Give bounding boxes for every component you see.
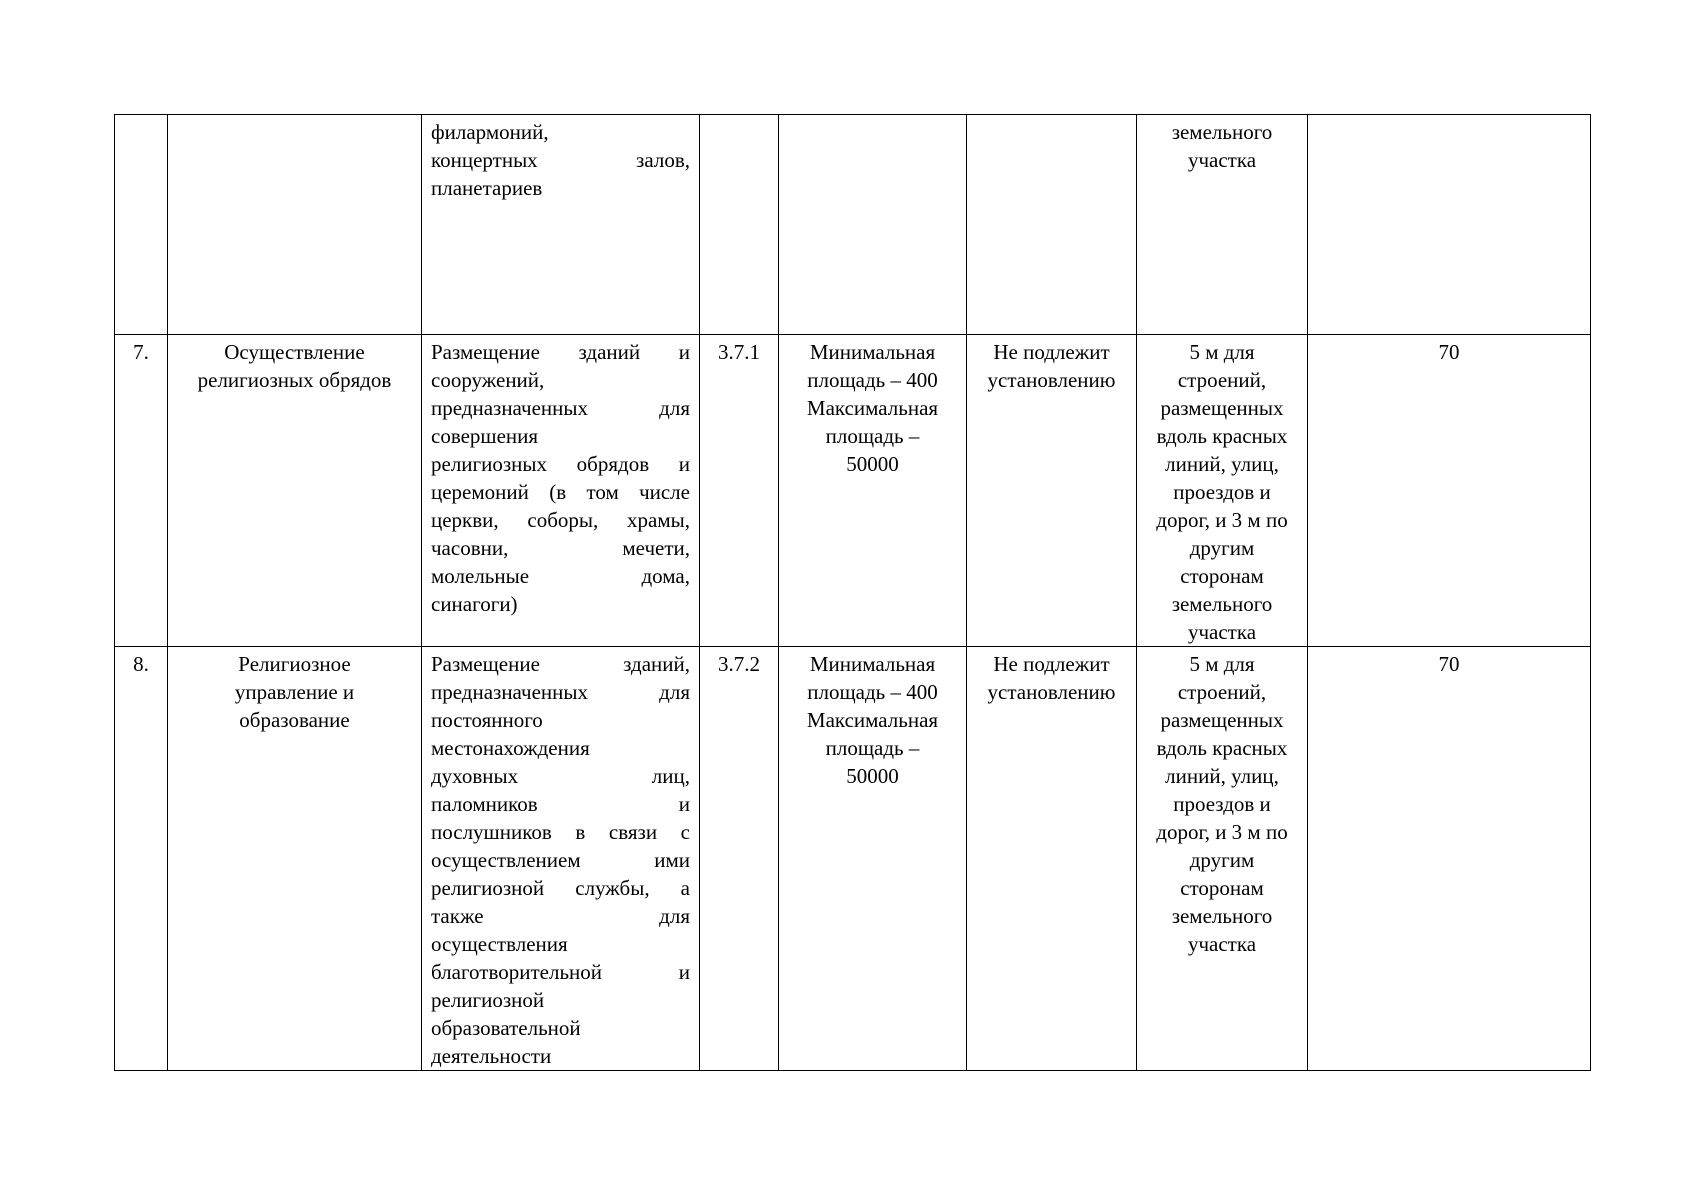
- use-description-line: религиозной: [431, 988, 545, 1012]
- setback-line: дорог, и 3 м по: [1156, 820, 1288, 844]
- setback-line: линий, улиц,: [1165, 452, 1279, 476]
- setback-line: другим: [1189, 848, 1255, 872]
- use-description-line: духовных лиц,: [431, 764, 690, 788]
- use-description-line: религиозной службы, а: [431, 876, 690, 900]
- plot-size-line: Минимальная: [809, 340, 936, 364]
- use-description-cell: [422, 115, 700, 335]
- use-description-line: молельные дома,: [431, 564, 690, 588]
- use-description-line: церкви, соборы, храмы,: [431, 508, 690, 532]
- setback-line: размещенных: [1160, 708, 1284, 732]
- plot-size-cell: [779, 647, 967, 1071]
- use-description-line: благотворительной и: [431, 960, 690, 984]
- row-number: 7.: [133, 340, 149, 364]
- use-description-line: также для: [431, 904, 690, 928]
- floors-cell: [967, 335, 1137, 647]
- setback-line: сторонам: [1180, 564, 1264, 588]
- use-description-line: часовни, мечети,: [431, 536, 690, 560]
- plot-size-line: площадь –: [825, 424, 920, 448]
- setback-cell: [1137, 115, 1308, 335]
- use-description-line: осуществлением ими: [431, 848, 690, 872]
- table-row-7: [115, 335, 1591, 647]
- use-code: 3.7.1: [718, 340, 760, 364]
- plot-size-line: Минимальная: [809, 652, 936, 676]
- use-description-line: филармоний,: [431, 120, 549, 144]
- use-code: 3.7.2: [718, 652, 760, 676]
- setback-line: сторонам: [1180, 876, 1264, 900]
- table-row-continuation: [115, 115, 1591, 335]
- use-description-line: религиозных обрядов и: [431, 452, 690, 476]
- setback-line: участка: [1187, 620, 1257, 644]
- setback-line: дорог, и 3 м по: [1156, 508, 1288, 532]
- setback-line: земельного: [1171, 904, 1273, 928]
- use-description-line: осуществления: [431, 932, 568, 956]
- row-number-cell: [115, 647, 168, 1071]
- plot-size-line: площадь –: [825, 736, 920, 760]
- setback-line: 5 м для: [1189, 340, 1255, 364]
- setback-line: вдоль красных: [1156, 424, 1288, 448]
- use-description-line: церемоний (в том числе: [431, 480, 690, 504]
- use-description-line: синагоги): [431, 592, 518, 616]
- plot-size-line: площадь – 400: [807, 368, 938, 392]
- floors-line: установлению: [987, 680, 1116, 704]
- setback-line: участка: [1187, 148, 1257, 172]
- setback-line: другим: [1189, 536, 1255, 560]
- coverage-value: 70: [1438, 652, 1460, 676]
- use-name-cell: [168, 335, 422, 647]
- use-description-line: местонахождения: [431, 736, 590, 760]
- use-code-cell: [700, 647, 779, 1071]
- use-code-cell: [700, 115, 779, 335]
- use-name-cell: [168, 647, 422, 1071]
- setback-cell: [1137, 335, 1308, 647]
- setback-line: строений,: [1177, 680, 1267, 704]
- use-description-line: постоянного: [431, 708, 543, 732]
- plot-size-cell: [779, 335, 967, 647]
- coverage-cell: [1308, 335, 1591, 647]
- use-description-line: Размещение зданий и: [431, 340, 690, 364]
- floors-line: Не подлежит: [993, 340, 1110, 364]
- use-description-cell: [422, 335, 700, 647]
- plot-size-line: 50000: [846, 452, 899, 476]
- plot-size-cell: [779, 115, 967, 335]
- use-name-line: образование: [239, 708, 350, 732]
- use-description-line: предназначенных для: [431, 396, 690, 420]
- floors-cell: [967, 115, 1137, 335]
- use-name-cell: [168, 115, 422, 335]
- coverage-cell: [1308, 647, 1591, 1071]
- use-description-line: предназначенных для: [431, 680, 690, 704]
- row-number: 8.: [133, 652, 149, 676]
- setback-line: участка: [1187, 932, 1257, 956]
- use-description-line: образовательной: [431, 1016, 581, 1040]
- setback-line: земельного: [1171, 120, 1273, 144]
- setback-line: линий, улиц,: [1165, 764, 1279, 788]
- setback-line: вдоль красных: [1156, 736, 1288, 760]
- use-name-line: религиозных обрядов: [197, 368, 392, 392]
- setback-line: земельного: [1171, 592, 1273, 616]
- floors-line: установлению: [987, 368, 1116, 392]
- setback-line: проездов и: [1173, 480, 1271, 504]
- use-description-line: планетариев: [431, 176, 543, 200]
- row-number-cell: [115, 335, 168, 647]
- setback-cell: [1137, 647, 1308, 1071]
- use-description-cell: [422, 647, 700, 1071]
- use-description-line: деятельности: [431, 1044, 552, 1068]
- setback-line: размещенных: [1160, 396, 1284, 420]
- use-description-line: сооружений,: [431, 368, 545, 392]
- row-number-cell: [115, 115, 168, 335]
- coverage-value: 70: [1438, 340, 1460, 364]
- use-name-line: Религиозное: [238, 652, 351, 676]
- table-body: [115, 115, 1591, 1071]
- use-name-line: управление и: [234, 680, 355, 704]
- plot-size-line: площадь – 400: [807, 680, 938, 704]
- use-description-line: послушников в связи с: [431, 820, 690, 844]
- setback-line: проездов и: [1173, 792, 1271, 816]
- use-name-line: Осуществление: [224, 340, 365, 364]
- plot-size-line: Максимальная: [806, 396, 939, 420]
- use-description-line: совершения: [431, 424, 539, 448]
- plot-size-line: Максимальная: [806, 708, 939, 732]
- floors-cell: [967, 647, 1137, 1071]
- use-description-line: Размещение зданий,: [431, 652, 690, 676]
- plot-size-line: 50000: [846, 764, 899, 788]
- use-description-line: концертных залов,: [431, 148, 690, 172]
- setback-line: 5 м для: [1189, 652, 1255, 676]
- use-code-cell: [700, 335, 779, 647]
- land-use-table: [114, 114, 1591, 1071]
- coverage-cell: [1308, 115, 1591, 335]
- setback-line: строений,: [1177, 368, 1267, 392]
- table-row-8: [115, 647, 1591, 1071]
- floors-line: Не подлежит: [993, 652, 1110, 676]
- use-description-line: паломников и: [431, 792, 690, 816]
